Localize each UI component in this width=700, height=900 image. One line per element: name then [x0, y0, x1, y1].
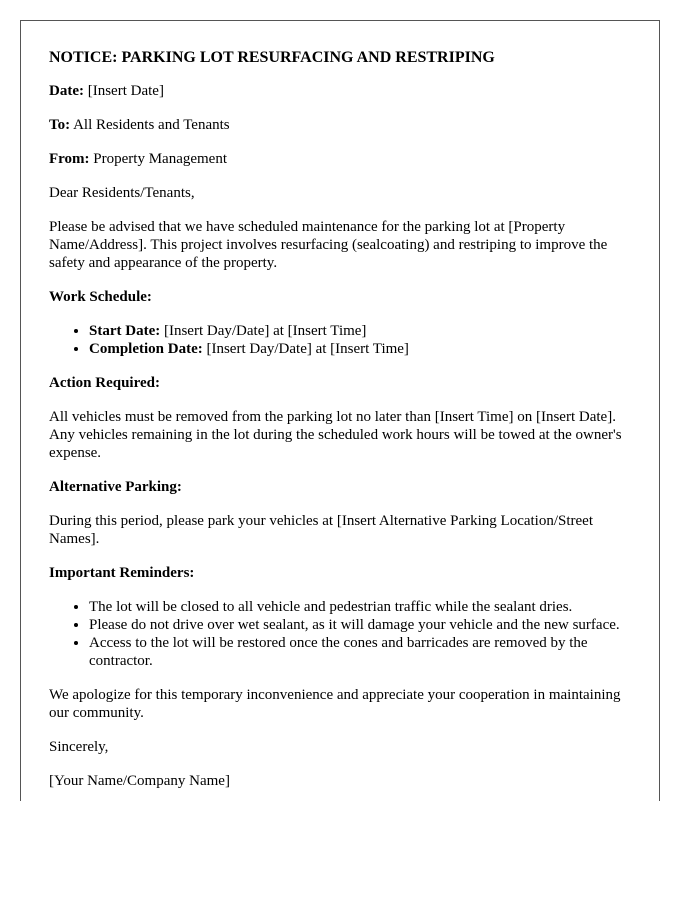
signoff: Sincerely, [49, 739, 109, 755]
list-item: • The lot will be closed to all vehicle and pedestrian traffic while the sealant dries. [89, 598, 637, 616]
list-item: • Access to the lot will be restored once the cones and barricades are removed by the contractor. [89, 634, 637, 670]
list-item [89, 322, 637, 340]
to-line [49, 116, 637, 134]
work-schedule-heading: Work Schedule: [49, 289, 152, 305]
to-label: To: [49, 117, 71, 133]
from-line [49, 150, 637, 168]
list-item [89, 340, 637, 358]
action-required-text: All vehicles must be removed from the parking lot no later than [Insert Time] on [Insert Date]. Any vehicles remaining in the lot during the scheduled work hours will be towed at the owner's expense. [49, 409, 622, 461]
notice-document [49, 48, 637, 801]
signature: [Your Name/Company Name] [49, 773, 230, 789]
from-value: Property Management [93, 151, 228, 167]
date-value: [Insert Date] [87, 83, 164, 99]
date-label: Date: [49, 83, 84, 99]
completion-date-label: Completion Date: [89, 341, 203, 357]
document-page [20, 20, 660, 801]
start-date-label: Start Date: [89, 323, 161, 339]
reminders-heading: Important Reminders: [49, 565, 195, 581]
page-title: NOTICE: PARKING LOT RESURFACING AND RESTRIPING [49, 49, 495, 66]
greeting: Dear Residents/Tenants, [49, 185, 195, 201]
closing-paragraph: We apologize for this temporary inconvenience and appreciate your cooperation in maintaining our community. [49, 687, 621, 721]
alternative-parking-text: During this period, please park your vehicles at [Insert Alternative Parking Location/Street Names]. [49, 513, 594, 547]
action-required-heading: Action Required: [49, 375, 160, 391]
alternative-parking-heading: Alternative Parking: [49, 479, 182, 495]
list-item: • Please do not drive over wet sealant, as it will damage your vehicle and the new surface. [89, 616, 637, 634]
date-line [49, 82, 637, 100]
from-label: From: [49, 151, 90, 167]
reminders-list [49, 598, 637, 670]
work-schedule-list [49, 322, 637, 358]
intro-paragraph: Please be advised that we have scheduled maintenance for the parking lot at [Property Name/Address]. This project involves resurfacing (sealcoating) and restriping to improve the safety and appearance of the property. [49, 219, 608, 271]
to-value: All Residents and Tenants [73, 117, 230, 133]
start-date-value: [Insert Day/Date] at [Insert Time] [163, 323, 367, 339]
completion-date-value: [Insert Day/Date] at [Insert Time] [206, 341, 409, 357]
